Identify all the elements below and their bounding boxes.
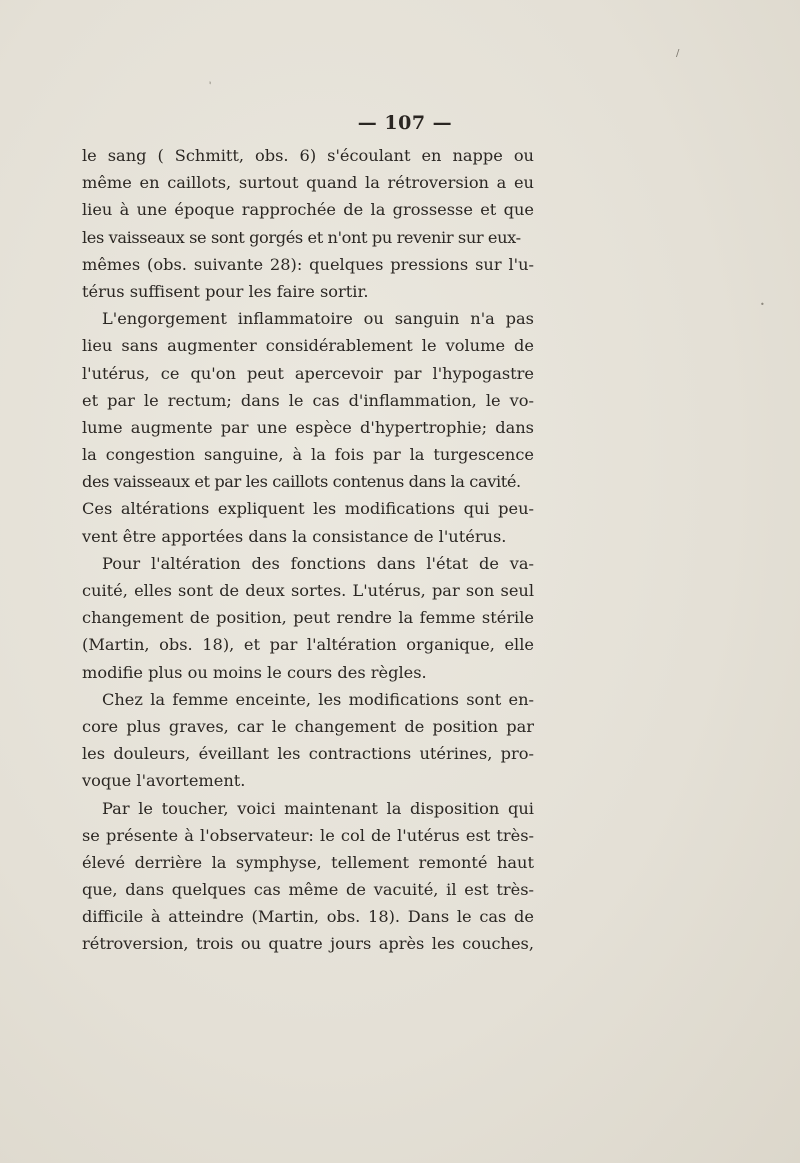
text-line: difficile à atteindre (Martin, obs. 18). Dans le cas de	[82, 907, 534, 927]
body-text	[82, 142, 534, 958]
paper-speck: `	[201, 79, 215, 94]
text-line: la congestion sanguine, à la fois par la turgescence	[82, 445, 534, 465]
text-line: lieu sans augmenter considérablement le volume de	[82, 336, 534, 356]
text-line: (Martin, obs. 18), et par l'altération organique, elle	[82, 635, 534, 655]
text-line: des vaisseaux et par les caillots contenus dans la cavité.	[82, 472, 521, 492]
text-line: lieu à une époque rapprochée de la grossesse et que	[82, 200, 534, 220]
text-line: changement de position, peut rendre la femme stérile	[82, 608, 534, 628]
paper-speck: •	[760, 300, 765, 309]
text-line: modifie plus ou moins le cours des règles.	[82, 662, 427, 682]
text-line: mêmes (obs. suivante 28): quelques pressions sur l'u-	[82, 254, 534, 274]
page-number: — 107 —	[357, 112, 453, 134]
text-line: core plus graves, car le changement de position par	[82, 716, 534, 736]
text-line: les douleurs, éveillant les contractions utérines, pro-	[82, 744, 534, 764]
text-line: élevé derrière la symphyse, tellement remonté haut	[82, 852, 534, 872]
text-line: et par le rectum; dans le cas d'inflammation, le vo-	[82, 390, 534, 410]
text-line: voque l'avortement.	[82, 771, 246, 791]
text-line: que, dans quelques cas même de vacuité, il est très-	[82, 880, 534, 900]
text-line: lume augmente par une espèce d'hypertrophie; dans	[82, 417, 534, 437]
text-line: Ces altérations expliquent les modifications qui peu-	[82, 499, 534, 519]
text-line: Par le toucher, voici maintenant la disposition qui	[102, 798, 534, 818]
text-line: se présente à l'observateur: le col de l'utérus est très-	[82, 825, 534, 845]
text-line: térus suffisent pour les faire sortir.	[82, 281, 369, 301]
text-line: vent être apportées dans la consistance de l'utérus.	[82, 526, 507, 546]
text-line: les vaisseaux se sont gorgés et n'ont pu revenir sur eux-	[82, 227, 521, 247]
text-line: L'engorgement inflammatoire ou sanguin n'a pas	[102, 309, 534, 329]
text-line: même en caillots, surtout quand la rétroversion a eu	[82, 173, 534, 193]
text-line: Chez la femme enceinte, les modifications sont en-	[102, 689, 534, 709]
text-line: cuité, elles sont de deux sortes. L'utérus, par son seul	[82, 581, 534, 600]
text-line: le sang ( Schmitt, obs. 6) s'écoulant en nappe ou	[82, 146, 534, 165]
text-line: Pour l'altération des fonctions dans l'état de va-	[102, 553, 534, 573]
text-line: l'utérus, ce qu'on peut apercevoir par l'hypogastre	[82, 363, 534, 383]
text-line: rétroversion, trois ou quatre jours après les couches,	[82, 934, 534, 954]
paper-speck: /	[676, 48, 680, 59]
